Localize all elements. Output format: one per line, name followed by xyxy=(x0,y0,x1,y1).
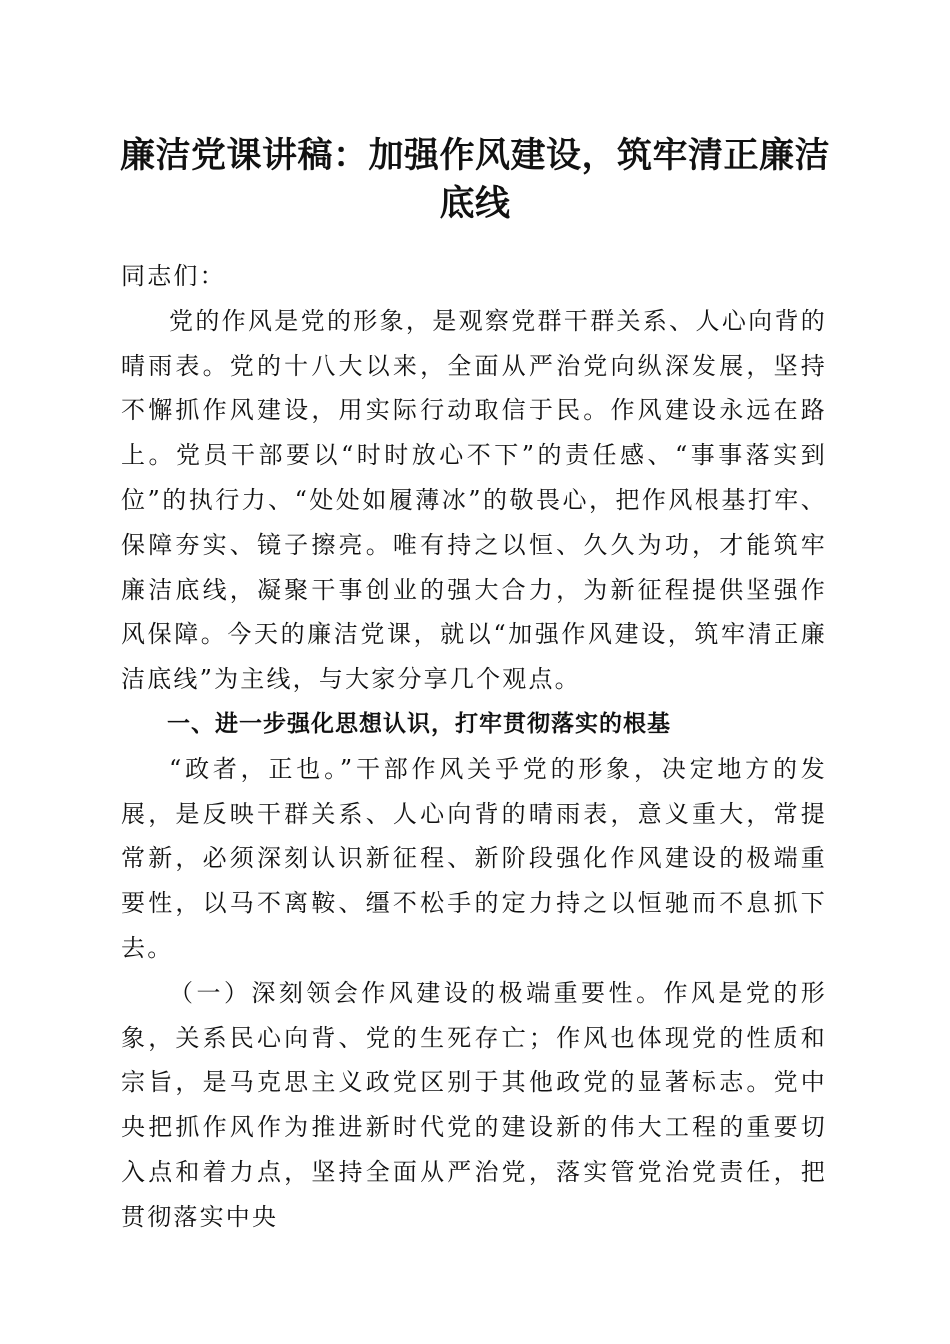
section-heading-1: 一、进一步强化思想认识，打牢贯彻落实的根基 xyxy=(167,710,671,737)
section-1-paragraph: “政者，正也。”干部作风关乎党的形象，决定地方的发展，是反映干群关系、人心向背的晴雨表，意义重大，常提常新，必须深刻认识新征程、新阶段强化作风建设的极端重要性，以马不离鞍、缰不松手的定力持之以恒驰而不息抓下去。 xyxy=(121,754,827,962)
document-title: 廉洁党课讲稿：加强作风建设，筑牢清正廉洁底线 xyxy=(119,135,830,224)
document-body xyxy=(121,254,827,1240)
salutation: 同志们： xyxy=(121,262,226,290)
subsection-1-paragraph: （一）深刻领会作风建设的极端重要性。作风是党的形象，关系民心向背、党的生死存亡；作风也体现党的性质和宗旨，是马克思主义政党区别于其他政党的显著标志。党中央把抓作风作为推进新时代党的建设新的伟大工程的重要切入点和着力点，坚持全面从严治党，落实管党治党责任，把贯彻落实中央 xyxy=(121,978,827,1231)
intro-paragraph: 党的作风是党的形象，是观察党群干群关系、人心向背的晴雨表。党的十八大以来，全面从严治党向纵深发展，坚持不懈抓作风建设，用实际行动取信于民。作风建设永远在路上。党员干部要以“时时放心不下”的责任感、“事事落实到位”的执行力、“处处如履薄冰”的敬畏心，把作风根基打牢、保障夯实、镜子擦亮。唯有持之以恒、久久为功，才能筑牢廉洁底线，凝聚干事创业的强大合力，为新征程提供坚强作风保障。今天的廉洁党课，就以“加强作风建设，筑牢清正廉洁底线”为主线，与大家分享几个观点。 xyxy=(121,306,827,694)
